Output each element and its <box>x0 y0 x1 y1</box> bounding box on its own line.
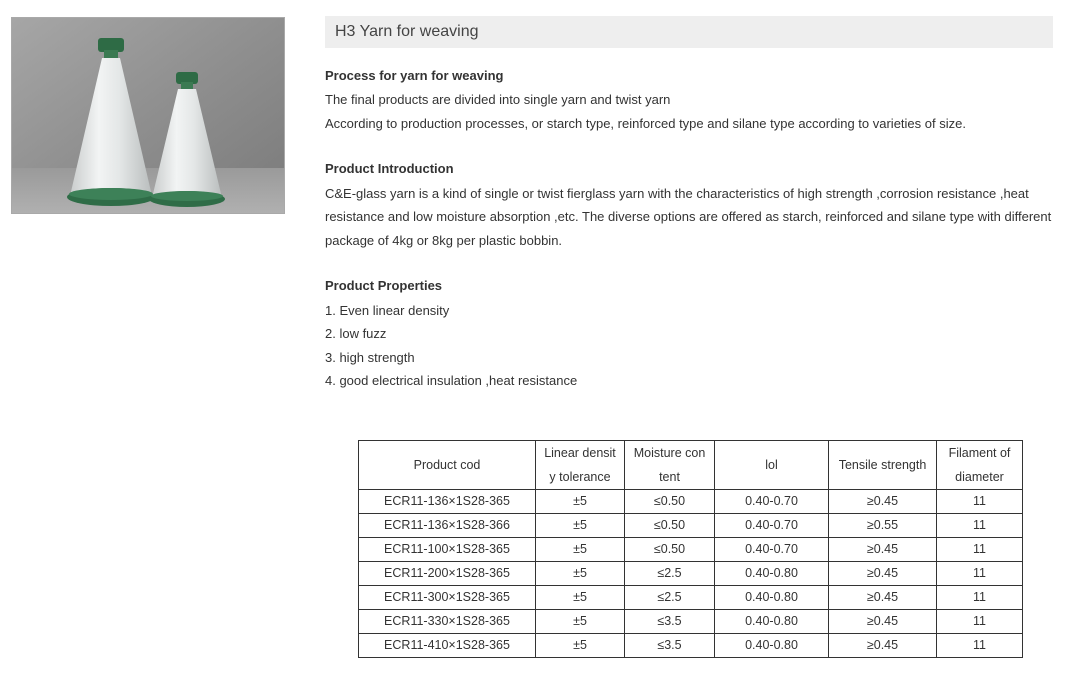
cell-filament-diameter: 11 <box>937 562 1023 586</box>
cell-moisture-content: ≤0.50 <box>625 538 715 562</box>
header-moisture-line-1: Moisture con <box>633 446 706 460</box>
cell-moisture-content: ≤0.50 <box>625 514 715 538</box>
cell-filament-diameter: 11 <box>937 514 1023 538</box>
yarn-bobbins-illustration <box>12 18 284 213</box>
cell-lol: 0.40-0.70 <box>715 538 829 562</box>
cell-linear-density-tolerance: ±5 <box>536 514 625 538</box>
cell-lol: 0.40-0.70 <box>715 514 829 538</box>
table-header-row <box>359 441 1023 490</box>
properties-heading: Product Properties <box>325 278 443 293</box>
table-row <box>359 634 1023 658</box>
header-filament-line-2: diameter <box>955 470 1004 484</box>
cell-tensile-strength: ≥0.55 <box>829 514 937 538</box>
header-moisture-line-2: tent <box>659 470 680 484</box>
cell-linear-density-tolerance: ±5 <box>536 610 625 634</box>
cell-filament-diameter: 11 <box>937 490 1023 514</box>
process-line-1: The final products are divided into single yarn and twist yarn <box>325 92 671 107</box>
introduction-line-2: resistance and low moisture absorption ,etc. The diverse options are offered as starch, reinforced and silane type with different <box>325 209 1052 224</box>
table-row <box>359 610 1023 634</box>
cell-filament-diameter: 11 <box>937 634 1023 658</box>
cell-linear-density-tolerance: ±5 <box>536 634 625 658</box>
cell-product-code: ECR11-300×1S28-365 <box>359 586 536 610</box>
property-item-3: 3. high strength <box>325 350 415 365</box>
table-row <box>359 586 1023 610</box>
cell-lol: 0.40-0.80 <box>715 586 829 610</box>
header-tensile-strength-text: Tensile strength <box>838 458 927 472</box>
process-heading: Process for yarn for weaving <box>325 68 504 83</box>
cell-tensile-strength: ≥0.45 <box>829 490 937 514</box>
cell-lol: 0.40-0.80 <box>715 562 829 586</box>
product-image <box>11 17 285 214</box>
spec-table <box>358 440 1023 658</box>
title-bar <box>325 16 1053 48</box>
cell-linear-density-tolerance: ±5 <box>536 562 625 586</box>
cell-product-code: ECR11-410×1S28-365 <box>359 634 536 658</box>
property-item-4: 4. good electrical insulation ,heat resistance <box>325 373 578 388</box>
cell-moisture-content: ≤3.5 <box>625 610 715 634</box>
cell-lol: 0.40-0.80 <box>715 610 829 634</box>
table-row <box>359 490 1023 514</box>
cell-moisture-content: ≤2.5 <box>625 562 715 586</box>
page-title: H3 Yarn for weaving <box>335 23 479 40</box>
cell-product-code: ECR11-136×1S28-365 <box>359 490 536 514</box>
introduction-heading: Product Introduction <box>325 161 454 176</box>
cell-linear-density-tolerance: ±5 <box>536 586 625 610</box>
property-item-2: 2. low fuzz <box>325 326 387 341</box>
header-filament-diameter <box>937 441 1023 490</box>
table-row <box>359 562 1023 586</box>
cell-filament-diameter: 11 <box>937 610 1023 634</box>
header-tensile-strength <box>829 441 937 490</box>
table-row <box>359 514 1023 538</box>
cell-product-code: ECR11-136×1S28-366 <box>359 514 536 538</box>
introduction-line-1: C&E-glass yarn is a kind of single or twist fierglass yarn with the characteristics of high strength ,corrosion resistance ,heat <box>325 186 1029 201</box>
cell-moisture-content: ≤2.5 <box>625 586 715 610</box>
cell-tensile-strength: ≥0.45 <box>829 586 937 610</box>
property-item-1: 1. Even linear density <box>325 303 450 318</box>
cell-filament-diameter: 11 <box>937 586 1023 610</box>
cell-lol: 0.40-0.70 <box>715 490 829 514</box>
header-linear-density-line-1: Linear densit <box>544 446 616 460</box>
cell-product-code: ECR11-100×1S28-365 <box>359 538 536 562</box>
cell-lol: 0.40-0.80 <box>715 634 829 658</box>
header-filament-line-1: Filament of <box>948 446 1011 460</box>
introduction-line-3: package of 4kg or 8kg per plastic bobbin. <box>325 233 563 248</box>
header-linear-density-line-2: y tolerance <box>549 470 611 484</box>
cell-tensile-strength: ≥0.45 <box>829 634 937 658</box>
header-moisture-content <box>625 441 715 490</box>
cell-moisture-content: ≤0.50 <box>625 490 715 514</box>
table-row <box>359 538 1023 562</box>
cell-tensile-strength: ≥0.45 <box>829 610 937 634</box>
process-line-2: According to production processes, or starch type, reinforced type and silane type according to varieties of size. <box>325 116 966 131</box>
cell-product-code: ECR11-330×1S28-365 <box>359 610 536 634</box>
cell-filament-diameter: 11 <box>937 538 1023 562</box>
cell-product-code: ECR11-200×1S28-365 <box>359 562 536 586</box>
cell-tensile-strength: ≥0.45 <box>829 538 937 562</box>
cell-linear-density-tolerance: ±5 <box>536 538 625 562</box>
header-lol <box>715 441 829 490</box>
header-linear-density-tolerance <box>536 441 625 490</box>
header-product-code-text: Product cod <box>413 458 481 472</box>
cell-moisture-content: ≤3.5 <box>625 634 715 658</box>
header-lol-text: lol <box>765 458 778 472</box>
header-product-code <box>359 441 536 490</box>
cell-tensile-strength: ≥0.45 <box>829 562 937 586</box>
cell-linear-density-tolerance: ±5 <box>536 490 625 514</box>
